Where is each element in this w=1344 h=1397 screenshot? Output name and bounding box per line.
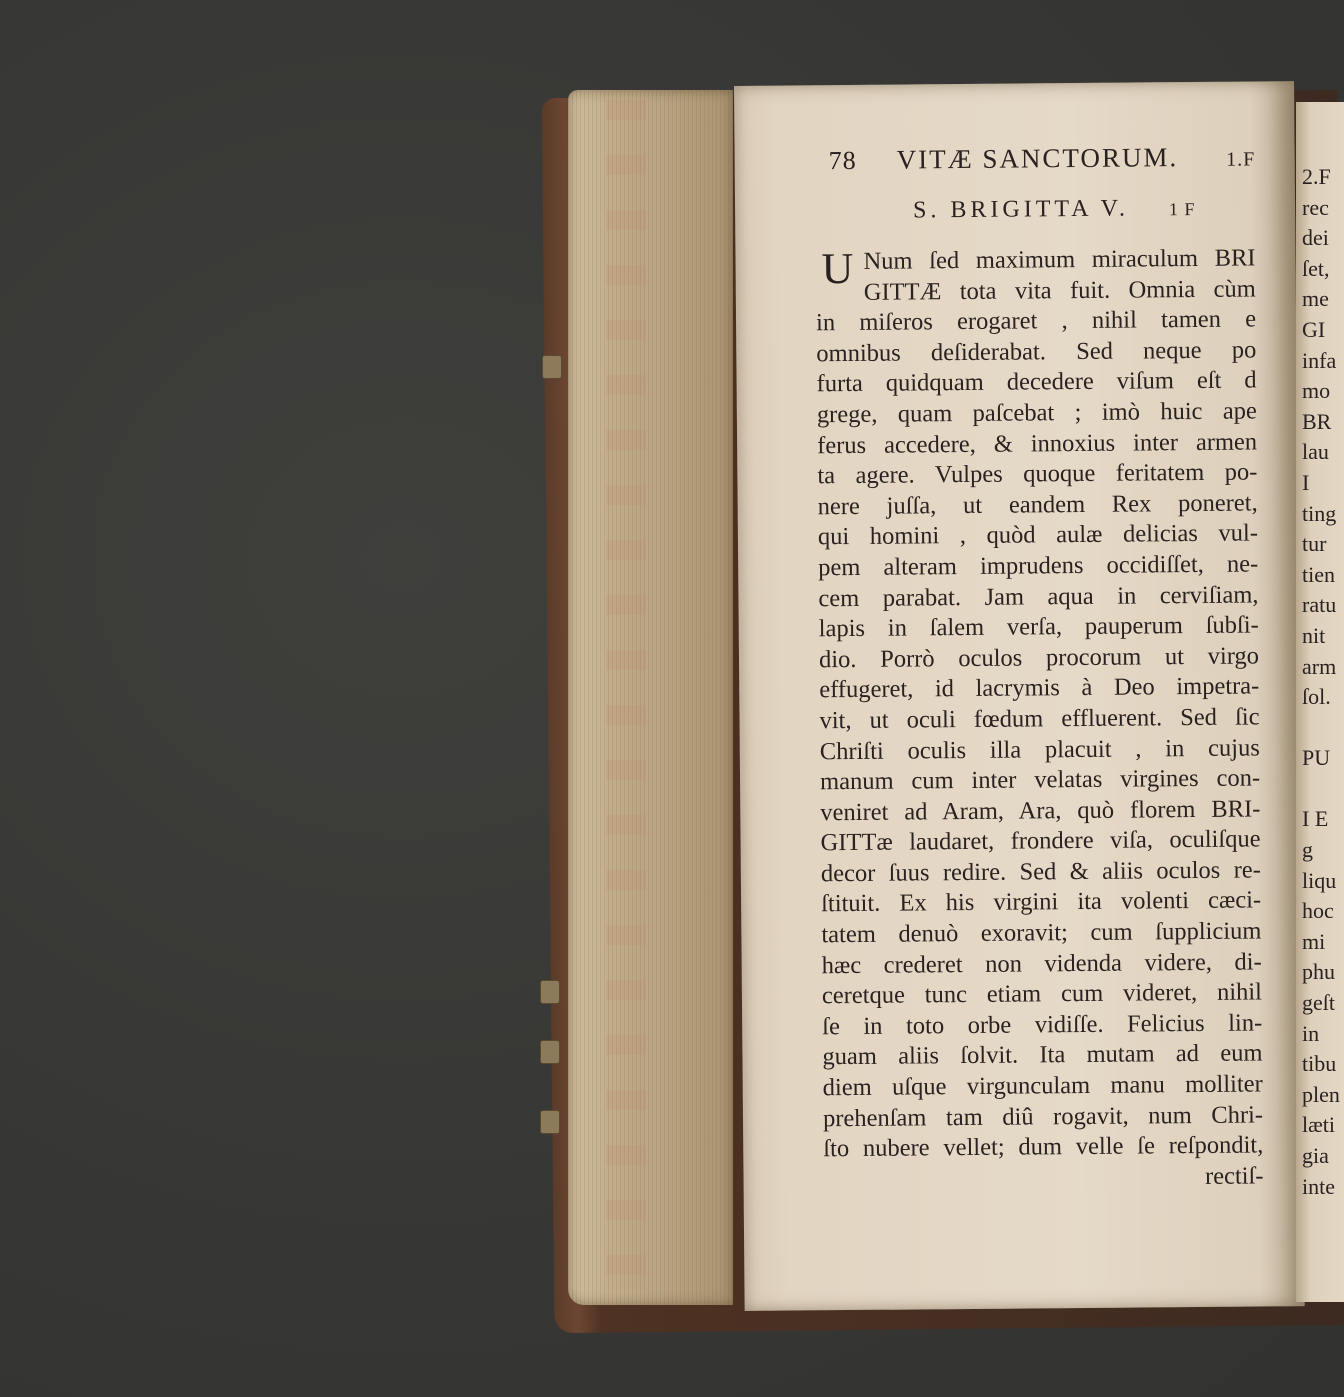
text-line [819, 611, 1259, 645]
text-line-content: guam aliis ſolvit. Ita mutam ad eum [822, 1039, 1263, 1071]
text-line-content: in miſeros erogaret , nihil tamen e [815, 305, 1257, 337]
text-line [817, 396, 1257, 430]
text-line-content: furta quidquam decedere viſum eſt d [816, 366, 1257, 398]
facing-fragment: mi [1302, 928, 1326, 954]
text-line [821, 886, 1261, 920]
facing-fragment: I E [1302, 806, 1329, 832]
text-line-content: manum cum inter velatas virgines con- [819, 764, 1261, 796]
facing-fragment: ting [1302, 500, 1337, 526]
text-line-content: grege, quam paſcebat ; imò huic ape [816, 397, 1257, 429]
text-line [818, 549, 1258, 583]
text-line [816, 335, 1256, 369]
text-line [817, 458, 1257, 492]
facing-fragment: phu [1302, 959, 1335, 985]
text-line-content: ceretque tunc etiam cum videret, nihil [821, 978, 1263, 1010]
text-line [818, 519, 1258, 553]
text-line [816, 274, 1256, 308]
clasp-bottom [540, 1040, 560, 1064]
facing-fragment: 2.F [1302, 164, 1331, 189]
running-head [829, 141, 1270, 176]
text-line [819, 702, 1259, 736]
page-fore-edge [568, 90, 733, 1305]
saint-title-side: 1 F [1168, 198, 1196, 220]
text-line [823, 1069, 1263, 1103]
running-head-side: 1.F [1226, 148, 1256, 171]
text-line-content: diem uſque virgunculam manu molliter [822, 1070, 1263, 1102]
text-line [820, 764, 1260, 798]
text-line [818, 488, 1258, 522]
facing-fragment: plen [1302, 1081, 1340, 1107]
text-line [819, 672, 1259, 706]
facing-fragment: mo [1302, 378, 1331, 404]
text-line-content: omnibus deſiderabat. Sed neque po [816, 336, 1257, 368]
page-number: 78 [828, 145, 857, 176]
text-line-content: Num ſed maximum miraculum BRI [863, 244, 1256, 275]
text-line-content: ferus accedere, & innoxius inter armen [817, 428, 1258, 459]
text-line-content: ſto nubere vellet; dum velle ſe reſpondit, [823, 1131, 1264, 1163]
text-line-content: Chriſti oculis illa placuit , in cujus [819, 733, 1260, 765]
clasp-middle [540, 980, 560, 1004]
saint-title-text: S. BRIGITTA V. [912, 195, 1130, 224]
open-book [548, 80, 1344, 1325]
text-line [816, 305, 1256, 339]
facing-fragment: in [1302, 1020, 1320, 1046]
facing-fragment: g [1302, 837, 1313, 863]
text-line [822, 978, 1262, 1012]
facing-fragment: liqu [1302, 867, 1337, 893]
text-line [822, 1008, 1262, 1042]
page-text [815, 141, 1279, 1195]
text-line-content: qui homini , quòd aulæ delicias vul- [817, 519, 1259, 551]
facing-fragment: infa [1302, 347, 1337, 373]
text-line [822, 1039, 1262, 1073]
text-line-content: dio. Porrò oculos procorum ut virgo [818, 642, 1260, 673]
clasp-lower [540, 1110, 560, 1134]
facing-fragment: lau [1302, 439, 1329, 465]
text-line [816, 366, 1256, 400]
facing-page [1296, 102, 1344, 1302]
body-text [815, 243, 1278, 1165]
clasp-top [542, 355, 562, 379]
text-line-content: veniret ad Aram, Ara, quò florem BRI- [820, 795, 1261, 826]
text-line-content: pem alteram imprudens occidiſſet, ne- [818, 550, 1259, 582]
facing-fragment: ſol. [1302, 684, 1331, 710]
text-line [819, 641, 1259, 675]
text-line [818, 580, 1258, 614]
facing-fragment [1302, 713, 1340, 744]
text-line-content: lapis in ſalem verſa, pauperum ſubſi- [818, 611, 1259, 643]
catchword: rectiſ- [1204, 1162, 1264, 1190]
text-line [820, 733, 1260, 767]
facing-page-fragments [1302, 162, 1340, 1202]
text-line-content: decor ſuus redire. Sed & aliis oculos re- [820, 856, 1261, 888]
saint-title [913, 194, 1270, 224]
text-line-content: vit, ut oculi fœdum effluerent. Sed ſic [819, 703, 1260, 735]
text-line [820, 794, 1260, 828]
facing-fragment: rec [1302, 194, 1329, 220]
text-line-content: ta agere. Vulpes quoque feritatem po- [817, 458, 1258, 490]
facing-fragment: tibu [1302, 1051, 1337, 1077]
text-line-content: cem parabat. Jam aqua in cerviſiam, [818, 580, 1259, 612]
text-line [822, 947, 1262, 981]
text-line-content: ſe in toto orbe vidiſſe. Felicius lin- [822, 1009, 1263, 1041]
text-line-content: hæc crederet non videnda videre, di- [821, 948, 1262, 979]
facing-fragment: tien [1302, 561, 1335, 587]
facing-fragment: me [1302, 286, 1329, 312]
text-line [823, 1131, 1263, 1165]
facing-fragment: GI [1302, 316, 1326, 342]
text-line-content: effugeret, id lacrymis à Deo impetra- [819, 672, 1260, 704]
facing-fragment: BR [1302, 408, 1332, 434]
text-line-content: prehenſam tam diû rogavit, num Chri- [822, 1101, 1264, 1132]
facing-fragment: tur [1302, 531, 1327, 557]
left-page [734, 81, 1305, 1311]
text-line-content: tatem denuò exoravit; cum ſupplicium [821, 917, 1262, 949]
facing-fragment: inte [1302, 1173, 1335, 1199]
text-line [820, 825, 1260, 859]
running-head-title: VITÆ SANCTORUM. [896, 142, 1179, 175]
facing-fragment: dei [1302, 225, 1329, 251]
facing-fragment: ratu [1302, 592, 1337, 618]
text-line [821, 916, 1261, 950]
facing-fragment: gia [1302, 1143, 1329, 1168]
text-line-content: nere juſſa, ut eandem Rex poneret, [817, 489, 1258, 521]
facing-fragment: PU [1302, 745, 1331, 771]
facing-fragment: geſt [1302, 990, 1335, 1016]
drop-cap: U [821, 243, 854, 294]
text-line-content: ſtituit. Ex his virgini ita volenti cæci- [821, 886, 1262, 918]
text-line [823, 1100, 1263, 1134]
facing-fragment: ſet, [1302, 255, 1330, 281]
text-line-content: GITTÆ tota vita fuit. Omnia cùm [863, 275, 1256, 306]
text-line [817, 427, 1257, 461]
facing-fragment: læti [1302, 1112, 1336, 1138]
facing-fragment [1302, 774, 1340, 805]
text-line-content: GITTæ laudaret, frondere viſa, oculiſque [820, 825, 1261, 857]
facing-fragment: hoc [1302, 898, 1334, 924]
facing-fragment: arm [1302, 653, 1337, 679]
facing-fragment: nit [1302, 622, 1326, 648]
facing-fragment: I [1302, 469, 1310, 495]
text-line [821, 855, 1261, 889]
